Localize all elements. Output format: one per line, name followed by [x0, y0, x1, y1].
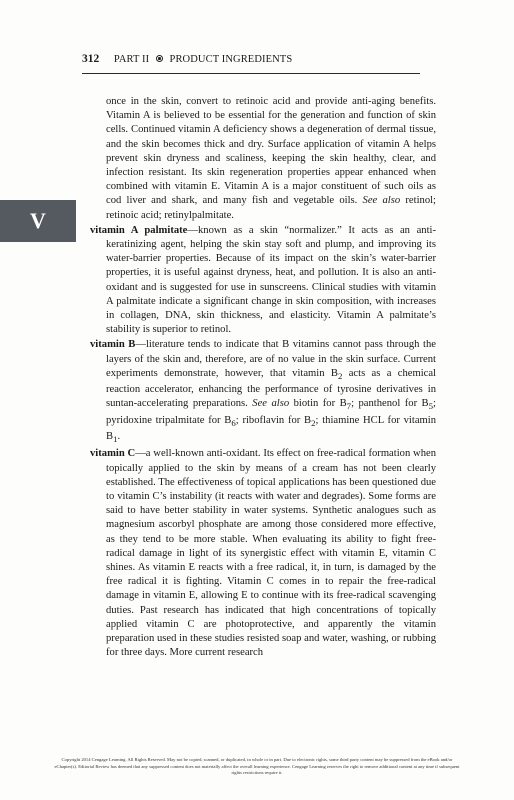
subscript: 1	[113, 434, 118, 445]
part-label: PART II	[113, 54, 150, 65]
see-also-ref: ; panthenol for B	[351, 398, 429, 410]
copyright-footer: Copyright 2014 Cengage Learning. All Rights Reserved. May not be copied, scanned, or duplicated, in whole or in part. Due to electronic rights, some third party content may be suppressed from the eBook and/or eChapter(s). Editorial Review has deemed that any suppressed content does not materially affect the overall learning experience. Cengage Learning reserves the right to remove additional content at any time if subsequent rights restrictions require it.	[54, 757, 460, 776]
see-also-label: See also	[362, 195, 401, 207]
subscript: 2	[311, 417, 316, 428]
continued-paragraph	[90, 95, 436, 223]
entry-term: vitamin B	[90, 339, 136, 351]
subscript: 5	[428, 401, 434, 412]
see-also-refs: retinol; retinoic acid; retinylpalmitate.	[106, 195, 437, 221]
page-body	[90, 95, 436, 661]
entry-text: —literature tends to indicate that B vitamins cannot pass through the layers of the skin and, therefore, are of no value in the skin surface. Current experiments demonstrate, however, that vitamin B	[106, 339, 436, 379]
subscript: 2	[337, 370, 343, 381]
entry-text: acts as a chemical reaction accelerator, enhancing the performance of tyrosine derivatives in suntan-accelerating preparations.	[106, 367, 436, 410]
entry-text: —a well-known anti-oxidant. Its effect on free-radical formation when topically applied to the skin by means of a cream has not been clearly established. The effectiveness of topical applications has been questioned due to vitamin C’s instability (it reacts with water and degrades). Some forms are said to have better stability in water systems. Synthetic analogues such as magnesium ascorbyl phosphate are among those considered more effective, as they tend to be more stable. When evaluating its ability to fight free-radical damage in light of its synergistic effect with vitamin E, vitamin C shines. As vitamin E reacts with a free radical, it, in turn, is damaged by the free radical it is fighting. Vitamin C comes in to repair the free-radical damage in vitamin E, allowing E to continue with its free-radical scavenging duties. Past research has indicated that high concentrations of topically applied vitamin C are photoprotective, and apparently the vitamin preparation used in these studies resisted soap and water, washing, or rubbing for three days. More current research	[106, 448, 436, 659]
see-also-ref: ; riboflavin for B	[235, 414, 312, 426]
entry-term: vitamin C	[90, 448, 136, 460]
continued-text: once in the skin, convert to retinoic acid and provide anti-aging benefits. Vitamin A is believed to be essential for the generation and function of skin cells. Continued vitamin A deficiency shows a degeneration of dermal tissue, and the skin becomes thick and dry. Surface application of vitamin A helps prevent skin dryness and scaliness, keeping the skin healthy, clear, and infection resistant. Its skin regeneration properties appear enhanced when combined with vitamin E. Vitamin A is a major constituent of such oils as cod liver and shark, and many fish and vegetable oils.	[106, 96, 436, 207]
see-also-ref: ; thiamine HCL for vitamin B	[106, 414, 437, 442]
entry-text: —known as a skin “normalizer.” It acts as an anti-keratinizing agent, helping the skin stay soft and plump, and improving its water-barrier properties. Because of its impact on the skin’s water-barrier properties, it is useful against dryness, heat, and pollution. It is also an anti-oxidant and is suggested for use in sunscreens. Clinical studies with vitamin A palmitate indicate a significant change in skin composition, with increases in collagen, DNA, skin thickness, and elasticity. Vitamin A palmitate’s stability is superior to retinol.	[106, 224, 436, 336]
bullet-icon	[156, 55, 163, 62]
section-title: PRODUCT INGREDIENTS	[169, 54, 293, 65]
see-also-label: See also	[252, 398, 290, 410]
running-header	[82, 53, 420, 69]
see-also-ref: ; pyridoxine tripalmitate for B	[106, 398, 436, 426]
page-number: 312	[82, 53, 100, 65]
entry-end: .	[117, 431, 121, 442]
header-rule	[82, 73, 420, 74]
letter-tab: V	[0, 200, 76, 242]
entry-vitamin-c	[90, 447, 436, 660]
entry-term: vitamin A palmitate	[90, 224, 188, 236]
subscript: 7	[346, 401, 352, 412]
see-also-ref: biotin for B	[289, 398, 347, 410]
entry-vitamin-a-palmitate	[90, 224, 436, 338]
subscript: 6	[231, 417, 236, 428]
entry-vitamin-b	[90, 338, 436, 446]
